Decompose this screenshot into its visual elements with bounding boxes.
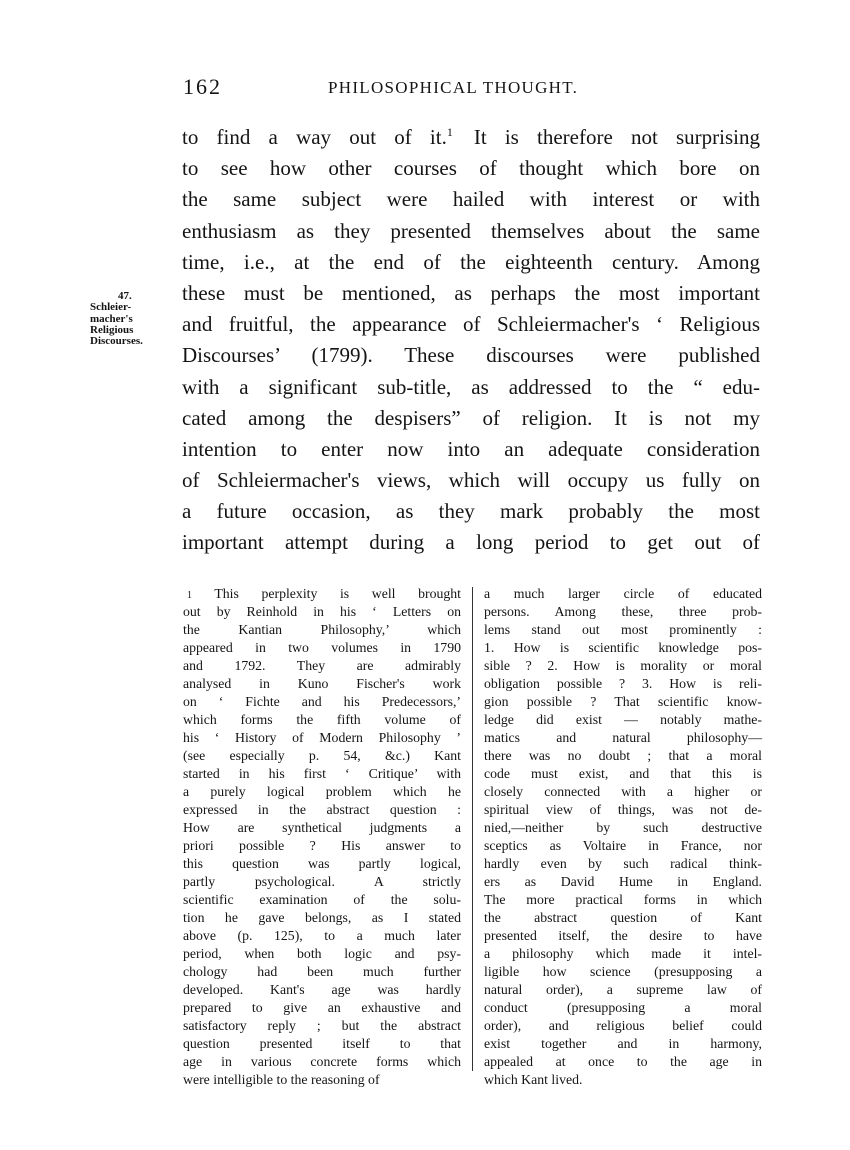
body-line: of Schleiermacher's views, which will occupy us fully on <box>182 468 760 493</box>
page-header <box>0 74 850 104</box>
footnote-line: age in various concrete forms which <box>183 1054 461 1069</box>
column-divider <box>472 587 473 1071</box>
footnote-line: developed. Kant's age was hardly <box>183 982 461 997</box>
footnote-line: obligation possible ? 3. How is reli- <box>484 676 762 691</box>
footnote-line: nied,—neither by such destructive <box>484 820 762 835</box>
footnote-line: period, when both logic and psy- <box>183 946 461 961</box>
footnote-line: there was no doubt ; that a moral <box>484 748 762 763</box>
footnote-line: a philosophy which made it intel- <box>484 946 762 961</box>
footnote-line: the Kantian Philosophy,’ which <box>183 622 461 637</box>
body-line: a future occasion, as they mark probably the most <box>182 499 760 524</box>
body-line: and fruitful, the appearance of Schleiermacher's ‘ Religious <box>182 312 760 337</box>
body-line: Discourses’ (1799). These discourses were published <box>182 343 760 368</box>
footnote-line: The more practical forms in which <box>484 892 762 907</box>
body-line: intention to enter now into an adequate consideration <box>182 436 760 461</box>
footnote-line: above (p. 125), to a much later <box>183 928 461 943</box>
body-line: with a significant sub-title, as addressed to the “ edu- <box>182 374 760 399</box>
marginal-note-number: 47. <box>118 290 132 302</box>
body-line: the same subject were hailed with interest or with <box>182 187 760 212</box>
footnote-line: partly psychological. A strictly <box>183 874 461 889</box>
footnote-reference: 1 <box>446 125 453 139</box>
marginal-note-line: Religious <box>90 323 134 336</box>
marginal-note-line: macher's <box>90 312 133 325</box>
running-title: PHILOSOPHICAL THOUGHT. <box>328 78 579 97</box>
footnote-line: closely connected with a higher or <box>484 784 762 799</box>
footnote-line: tion he gave belongs, as I stated <box>183 910 461 925</box>
footnote-marker: 1 <box>187 590 192 601</box>
body-line: to see how other courses of thought which bore on <box>182 156 760 181</box>
footnote-line: (see especially p. 54, &c.) Kant <box>183 748 461 763</box>
footnote-line: persons. Among these, three prob- <box>484 604 762 619</box>
footnote-line: ligible how science (presupposing a <box>484 964 762 979</box>
body-line: enthusiasm as they presented themselves about the same <box>182 218 760 243</box>
footnote-line: spiritual view of things, was not de- <box>484 802 762 817</box>
body-line: these must be mentioned, as perhaps the most important <box>182 280 760 305</box>
body-line: time, i.e., at the end of the eighteenth century. Among <box>182 249 760 274</box>
footnote-line: gion possible ? That scientific know- <box>484 694 762 709</box>
marginal-note <box>90 291 170 347</box>
footnote-line: conduct (presupposing a moral <box>484 1000 762 1015</box>
footnote-line: priori possible ? His answer to <box>183 838 461 853</box>
body-line-text: It is therefore not surprising <box>473 125 761 149</box>
footnote-line <box>183 585 461 603</box>
footnote-line: sible ? 2. How is morality or moral <box>484 658 762 673</box>
footnote-line: expressed in the abstract question : <box>183 802 461 817</box>
footnote-line: scientific examination of the solu- <box>183 892 461 907</box>
footnote-line: order), and religious belief could <box>484 1018 762 1033</box>
footnote-line: out by Reinhold in his ‘ Letters on <box>183 604 461 619</box>
footnote-line: chology had been much further <box>183 964 461 979</box>
footnote-line: ledge did exist — notably mathe- <box>484 712 762 727</box>
footnote-line: on ‘ Fichte and his Predecessors,’ <box>183 694 461 709</box>
page-number: 162 <box>183 74 222 99</box>
footnote-line-text: This perplexity is well brought <box>214 586 462 601</box>
footnote-line: analysed in Kuno Fischer's work <box>183 676 461 691</box>
footnote-line: and 1792. They are admirably <box>183 658 461 673</box>
footnote-line: natural order), a supreme law of <box>484 982 762 997</box>
footnote-line: a much larger circle of educated <box>484 586 762 601</box>
body-line: important attempt during a long period to get out of <box>182 530 760 555</box>
marginal-note-line: Discourses. <box>90 335 143 348</box>
footnote-line: prepared to give an exhaustive and <box>183 1000 461 1015</box>
footnote-line: which Kant lived. <box>484 1072 583 1087</box>
body-text <box>182 122 760 559</box>
footnote-line: satisfactory reply ; but the abstract <box>183 1018 461 1033</box>
footnote-line: hardly even by such radical think- <box>484 856 762 871</box>
footnote-line: which forms the fifth volume of <box>183 712 461 727</box>
footnote-line: exist together and in harmony, <box>484 1036 762 1051</box>
footnote-line: appealed at once to the age in <box>484 1054 762 1069</box>
footnote-line: started in his first ‘ Critique’ with <box>183 766 461 781</box>
marginal-note-line: Schleier- <box>90 301 132 314</box>
footnote-line: a purely logical problem which he <box>183 784 461 799</box>
footnote-line: appeared in two volumes in 1790 <box>183 640 461 655</box>
footnote-line: his ‘ History of Modern Philosophy ’ <box>183 730 461 745</box>
body-line-text: to find a way out of it. <box>182 125 447 149</box>
footnote-line: presented itself, the desire to have <box>484 928 762 943</box>
footnote-line: lems stand out most prominently : <box>484 622 762 637</box>
footnote-line: code must exist, and that this is <box>484 766 762 781</box>
footnote-line: the abstract question of Kant <box>484 910 762 925</box>
footnote-line: sceptics as Voltaire in France, nor <box>484 838 762 853</box>
footnote-column-left <box>183 585 461 1089</box>
footnotes <box>0 585 850 1105</box>
body-line <box>182 122 760 153</box>
footnote-line: matics and natural philosophy— <box>484 730 762 745</box>
footnote-line: this question was partly logical, <box>183 856 461 871</box>
footnote-line: 1. How is scientific knowledge pos- <box>484 640 762 655</box>
footnote-line: How are synthetical judgments a <box>183 820 461 835</box>
body-line: cated among the despisers” of religion. It is not my <box>182 405 760 430</box>
footnote-line: question presented itself to that <box>183 1036 461 1051</box>
footnote-line: ers as David Hume in England. <box>484 874 762 889</box>
footnote-column-right <box>484 585 762 1089</box>
footnote-line: were intelligible to the reasoning of <box>183 1072 380 1087</box>
